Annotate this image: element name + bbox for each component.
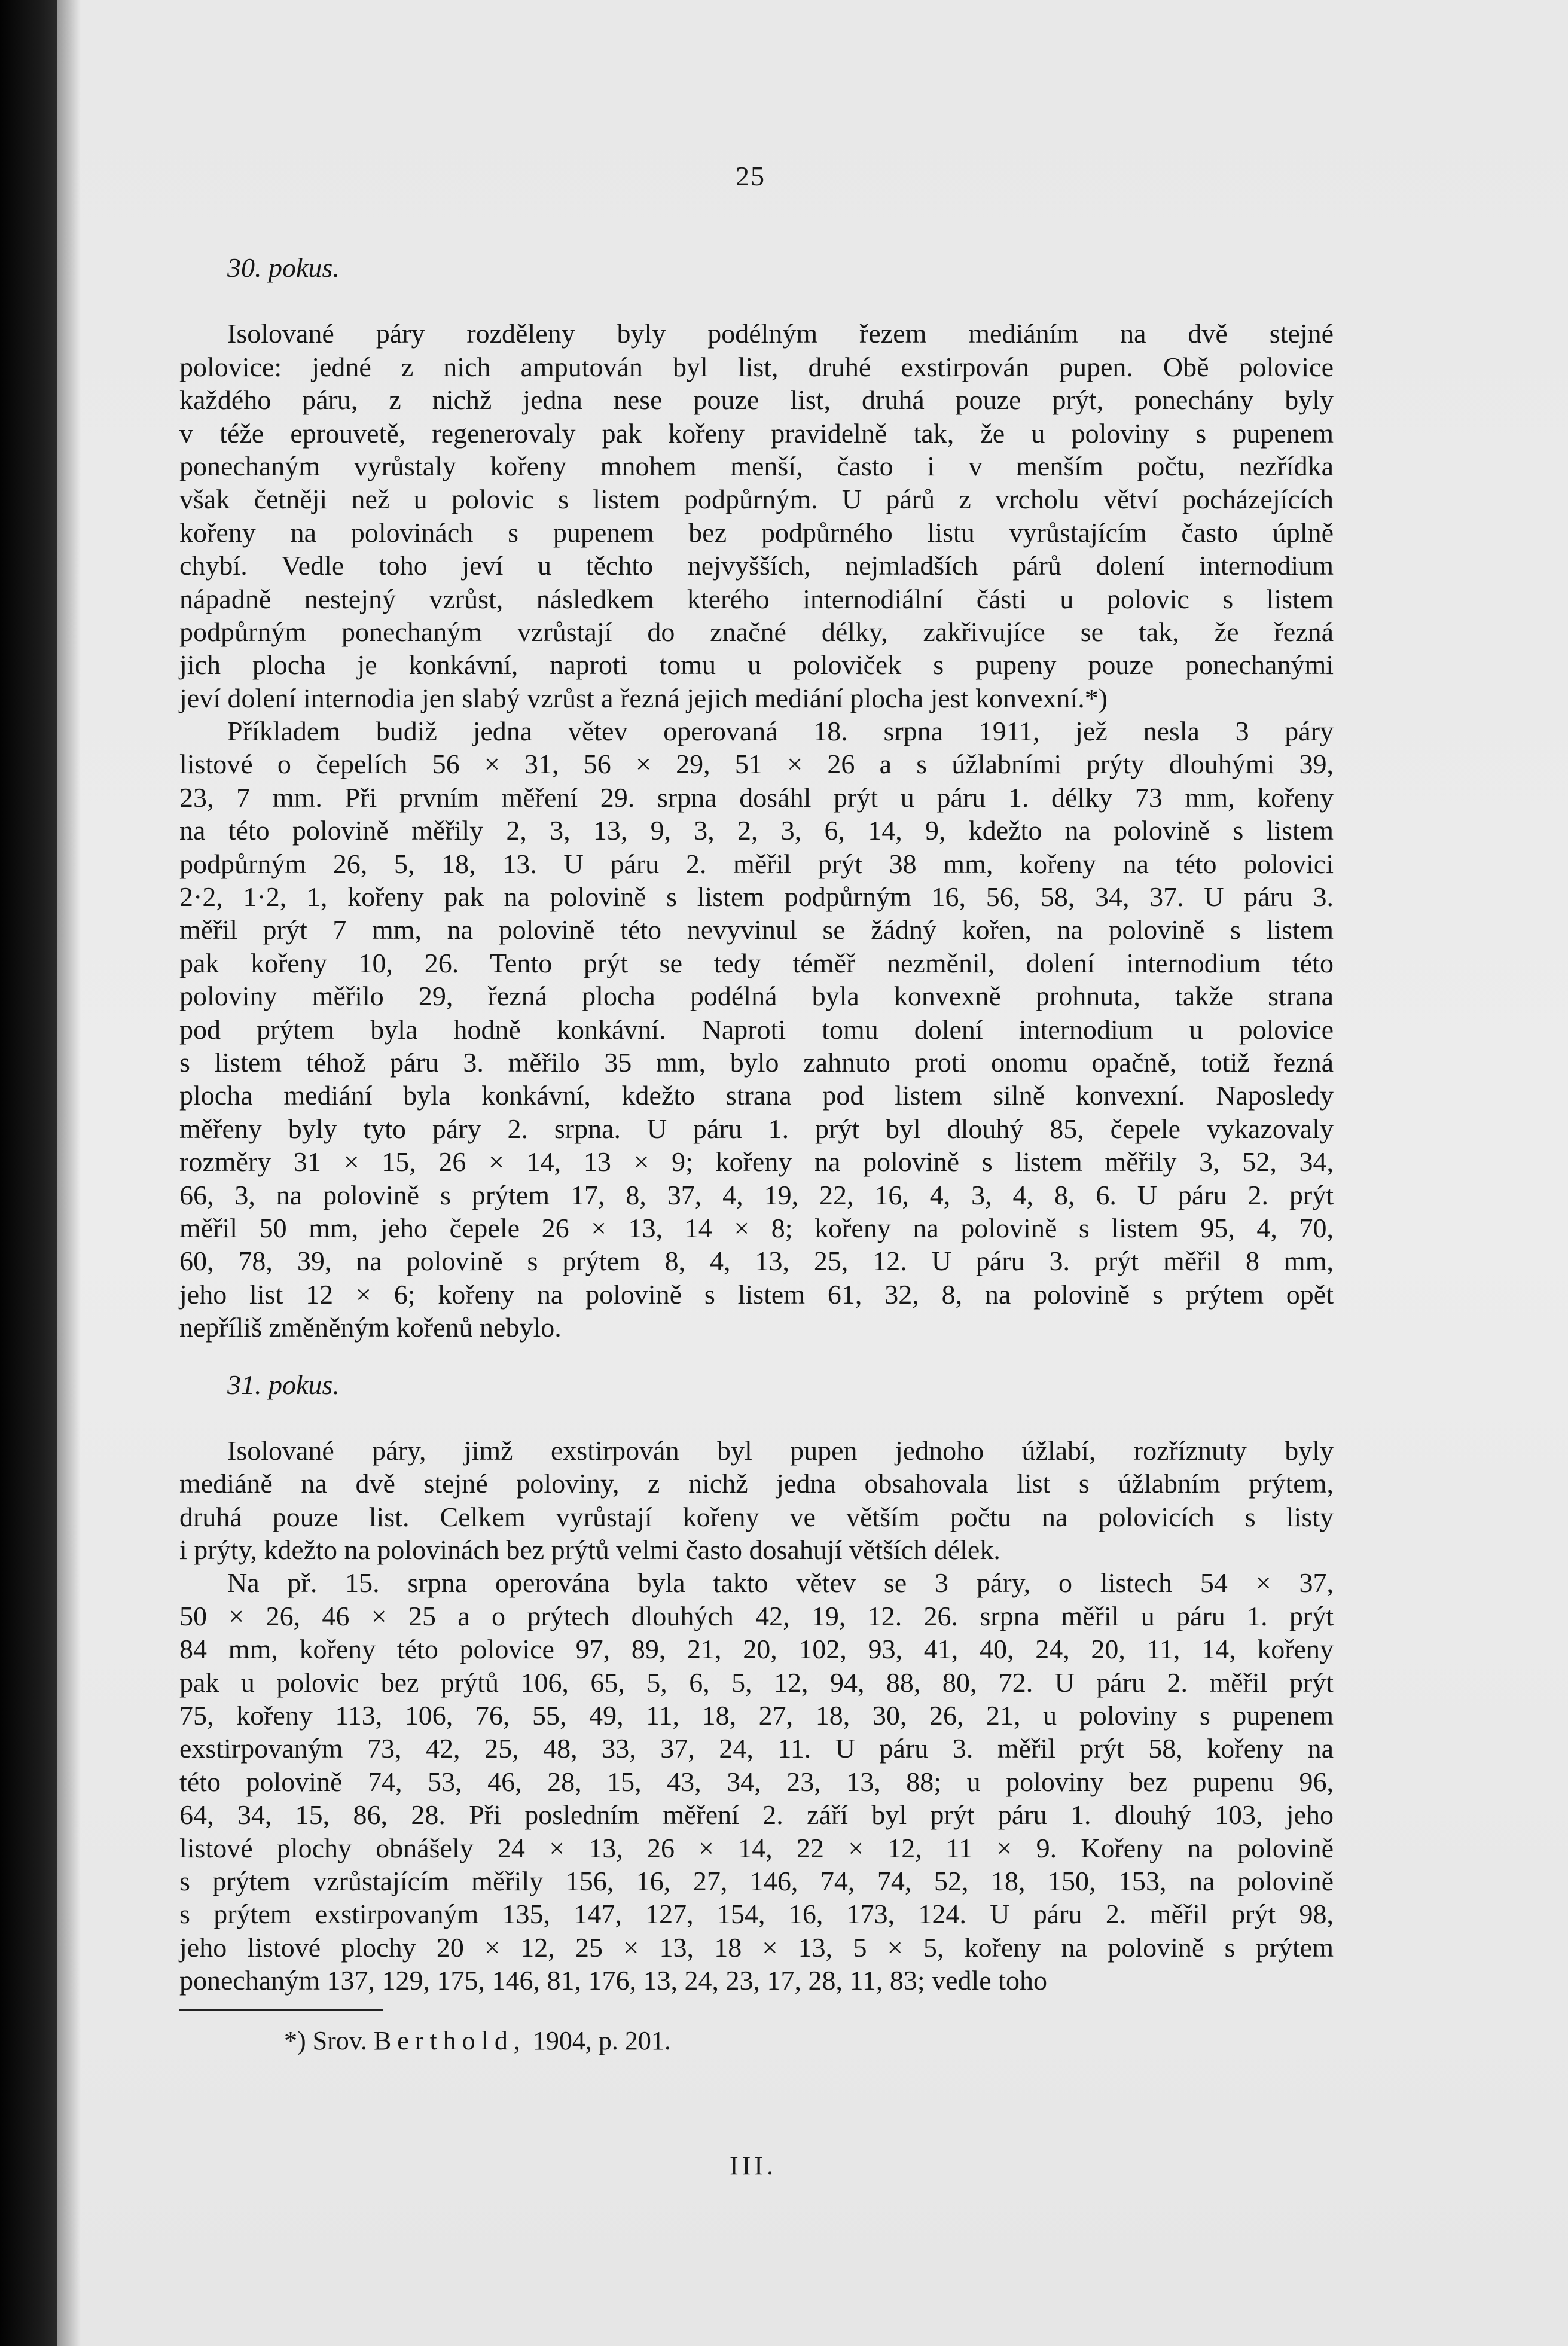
text-line: s listem téhož páru 3. měřilo 35 mm, bylo zahnuto proti onomu opačně, totiž řezná: [179, 1047, 1334, 1078]
text-line: listové o čepelích 56 × 31, 56 × 29, 51 × 26 a s úžlabními prýty dlouhými 39,: [179, 749, 1334, 780]
text-line: ponechaným 137, 129, 175, 146, 81, 176, 13, 24, 23, 17, 28, 11, 83; vedle toho: [179, 1965, 1047, 1996]
footnote-divider: [179, 2009, 383, 2011]
text-line: 60, 78, 39, na polovině s prýtem 8, 4, 13, 25, 12. U páru 3. prýt měřil 8 mm,: [179, 1246, 1334, 1277]
text-line: 2·2, 1·2, 1, kořeny pak na polovině s listem podpůrným 16, 56, 58, 34, 37. U páru 3.: [179, 881, 1334, 913]
text-line: jich plocha je konkávní, naproti tomu u poloviček s pupeny pouze ponechanými: [179, 649, 1334, 681]
text-line: v téže eprouvetě, regenerovaly pak kořeny pravidelně tak, že u poloviny s pupenem: [179, 417, 1334, 449]
text-line: Isolované páry rozděleny byly podélným řezem mediáním na dvě stejné: [227, 318, 1334, 349]
page-body: [179, 251, 1334, 2057]
text-line: 64, 34, 15, 86, 28. Při posledním měření 2. září byl prýt páru 1. dlouhý 103, jeho: [179, 1799, 1334, 1831]
text-line: pak kořeny 10, 26. Tento prýt se tedy téměř nezměnil, dolení internodium této: [179, 947, 1334, 978]
paragraph: [179, 1566, 1334, 1997]
text-line: na této polovině měřily 2, 3, 13, 9, 3, 2, 3, 6, 14, 9, kdežto na polovině s listem: [179, 815, 1334, 846]
footnote: [284, 2024, 1334, 2057]
printer-signature-mark: III.: [730, 2151, 777, 2180]
text-line: poloviny měřilo 29, řezná plocha podélná byla konvexně prohnuta, takže strana: [179, 981, 1334, 1012]
text-line: pak u polovic bez prýtů 106, 65, 5, 6, 5, 12, 94, 88, 80, 72. U páru 2. měřil prýt: [179, 1667, 1334, 1698]
text-line: rozměry 31 × 15, 26 × 14, 13 × 9; kořeny na polovině s listem měřily 3, 52, 34,: [179, 1146, 1334, 1177]
text-line: listové plochy obnášely 24 × 13, 26 × 14, 22 × 12, 11 × 9. Kořeny na polovině: [179, 1832, 1334, 1863]
text-line: 23, 7 mm. Při prvním měření 29. srpna dosáhl prýt u páru 1. délky 73 mm, kořeny: [179, 782, 1334, 813]
text-line: měřil 50 mm, jeho čepele 26 × 13, 14 × 8; kořeny na polovině s listem 95, 4, 70,: [179, 1212, 1334, 1243]
text-line: ponechaným vyrůstaly kořeny mnohem menší, často i v menším počtu, nezřídka: [179, 450, 1334, 481]
section-30-text: [179, 317, 1334, 1344]
text-line: nepříliš změněným kořenů nebylo.: [179, 1312, 562, 1343]
text-line: podpůrným ponechaným vzrůstají do značné délky, zakřivujíce se tak, že řezná: [179, 616, 1334, 647]
text-line: 84 mm, kořeny této polovice 97, 89, 21, 20, 102, 93, 41, 40, 24, 20, 11, 14, kořeny: [179, 1634, 1334, 1665]
text-line: jeho listové plochy 20 × 12, 25 × 13, 18 × 13, 5 × 5, kořeny na polovině s prýtem: [179, 1932, 1334, 1963]
text-line: polovice: jedné z nich amputován byl list, druhé exstirpován pupen. Obě polovice: [179, 351, 1334, 382]
section-heading-31: 31. pokus.: [227, 1369, 340, 1400]
text-line: s prýtem exstirpovaným 135, 147, 127, 154, 16, 173, 124. U páru 2. měřil prýt 98,: [179, 1899, 1334, 1930]
text-line: jeví dolení internodia jen slabý vzrůst a řezná jejich mediání plocha jest konvexní.*): [179, 682, 1108, 713]
text-line: exstirpovaným 73, 42, 25, 48, 33, 37, 24, 11. U páru 3. měřil prýt 58, kořeny na: [179, 1733, 1334, 1764]
text-line: Na př. 15. srpna operována byla takto větev se 3 páry, o listech 54 × 37,: [227, 1567, 1334, 1598]
text-line: Příkladem budiž jedna větev operovaná 18. srpna 1911, jež nesla 3 páry: [227, 716, 1334, 747]
text-line: měřil prýt 7 mm, na polovině této nevyvinul se žádný kořen, na polovině s listem: [179, 914, 1334, 945]
section-heading-30: 30. pokus.: [227, 252, 340, 283]
text-line: měřeny byly tyto páry 2. srpna. U páru 1. prýt byl dlouhý 85, čepele vykazovaly: [179, 1113, 1334, 1144]
text-line: 75, kořeny 113, 106, 76, 55, 49, 11, 18, 27, 18, 30, 26, 21, u poloviny s pupenem: [179, 1700, 1334, 1731]
book-binding: [0, 0, 57, 2346]
text-line: 50 × 26, 46 × 25 a o prýtech dlouhých 42, 19, 12. 26. srpna měřil u páru 1. prýt: [179, 1600, 1334, 1631]
text-line: každého páru, z nichž jedna nese pouze list, druhá pouze prýt, ponechány byly: [179, 385, 1334, 416]
text-line: plocha mediání byla konkávní, kdežto strana pod listem silně konvexní. Naposledy: [179, 1080, 1334, 1111]
section-31-text: [179, 1434, 1334, 1997]
footnote-author: Berthold,: [373, 2025, 526, 2055]
text-line: 66, 3, na polovině s prýtem 17, 8, 37, 4, 19, 22, 16, 4, 3, 4, 8, 6. U páru 2. prýt: [179, 1179, 1334, 1210]
text-line: Isolované páry, jimž exstirpován byl pupen jednoho úžlabí, rozříznuty byly: [227, 1435, 1334, 1466]
page-gutter-shadow: [57, 0, 81, 2346]
text-line: jeho list 12 × 6; kořeny na polovině s listem 61, 32, 8, na polovině s prýtem opět: [179, 1279, 1334, 1310]
text-line: s prýtem vzrůstajícím měřily 156, 16, 27, 146, 74, 74, 52, 18, 150, 153, na polovině: [179, 1865, 1334, 1896]
text-line: i prýty, kdežto na polovinách bez prýtů velmi často dosahují větších délek.: [179, 1534, 1000, 1566]
footnote-reference: 1904, p. 201.: [532, 2025, 671, 2055]
text-line: mediáně na dvě stejné poloviny, z nichž jedna obsahovala list s úžlabním prýtem,: [179, 1468, 1334, 1499]
paragraph: [179, 317, 1334, 715]
text-line: druhá pouze list. Celkem vyrůstají kořeny ve větším počtu na polovicích s listy: [179, 1501, 1334, 1532]
footnote-marker: *) Srov.: [284, 2025, 367, 2055]
text-line: této polovině 74, 53, 46, 28, 15, 43, 34, 23, 13, 88; u poloviny bez pupenu 96,: [179, 1766, 1334, 1797]
text-line: pod prýtem byla hodně konkávní. Naproti tomu dolení internodium u polovice: [179, 1014, 1334, 1045]
text-line: chybí. Vedle toho jeví u těchto nejvyšších, nejmladších párů dolení internodium: [179, 550, 1334, 581]
text-line: však četněji než u polovic s listem podpůrným. U párů z vrcholu větví pocházejících: [179, 484, 1334, 515]
page-number: 25: [736, 161, 765, 191]
paragraph: [179, 715, 1334, 1344]
text-line: kořeny na polovinách s pupenem bez podpůrného listu vyrůstajícím často úplně: [179, 517, 1334, 548]
text-line: nápadně nestejný vzrůst, následkem kterého internodiální části u polovic s listem: [179, 583, 1334, 614]
paragraph: [179, 1434, 1334, 1567]
text-line: podpůrným 26, 5, 18, 13. U páru 2. měřil prýt 38 mm, kořeny na této polovici: [179, 848, 1334, 879]
